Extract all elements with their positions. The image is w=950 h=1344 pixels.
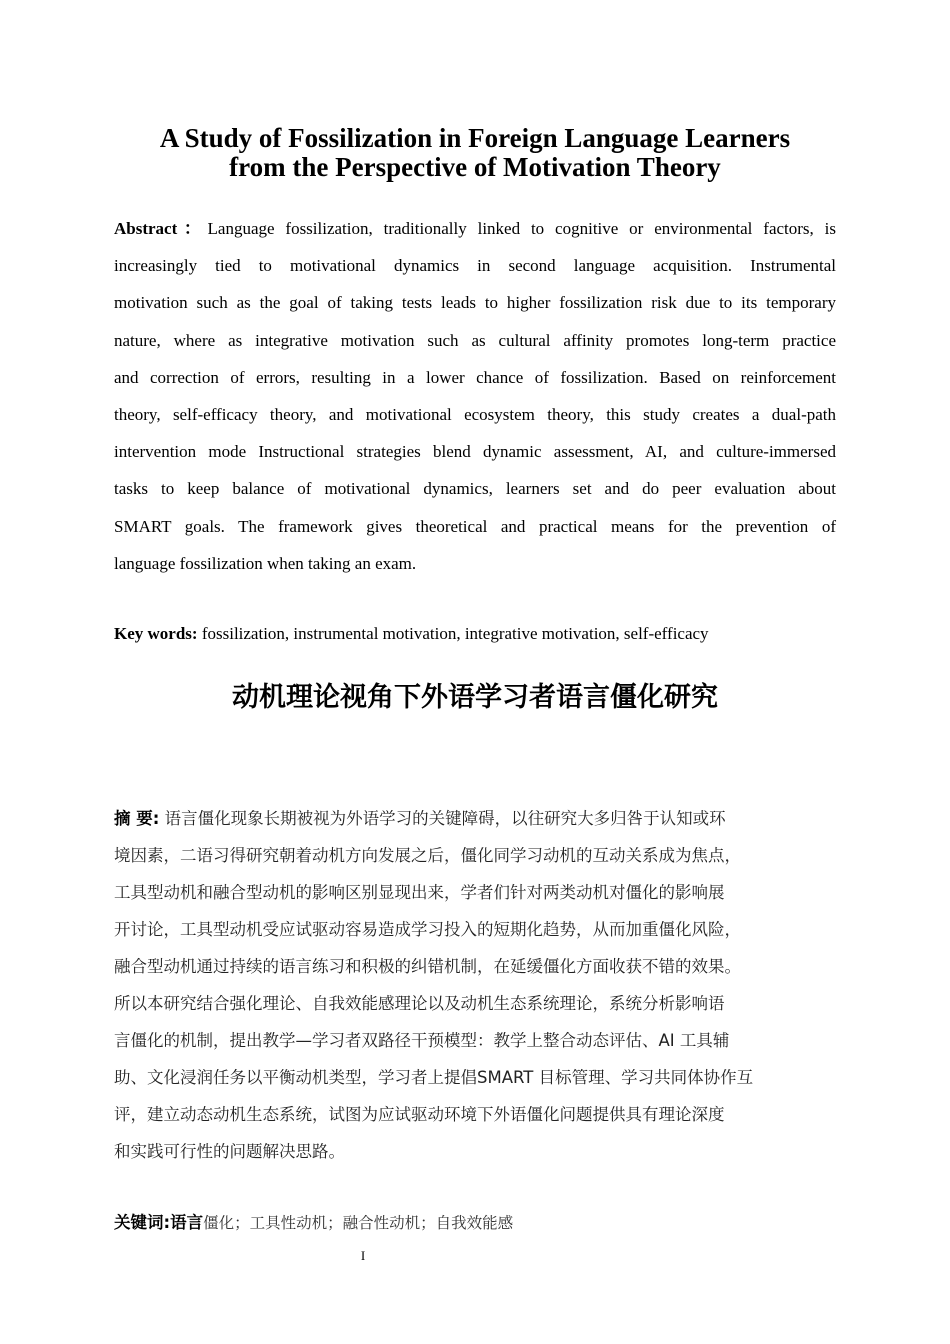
keywords-cn-value: 僵化；工具性动机；融合性动机；自我效能感	[203, 1214, 514, 1232]
abstract-line: increasingly tied to motivational dynamics in second language acquisition. Instrumental	[114, 256, 836, 276]
abstract-cn-line: 助、文化浸润任务以平衡动机类型，学习者上提倡SMART 目标管理、学习共同体协作互	[114, 1068, 754, 1087]
page-number: I	[360, 1248, 366, 1263]
abstract-line: intervention mode Instructional strategies blend dynamic assessment, AI, and culture-immersed	[114, 442, 836, 462]
english-keywords	[114, 622, 836, 646]
chinese-abstract	[114, 800, 849, 1170]
abstract-line: theory, self-efficacy theory, and motivational ecosystem theory, this study creates a dual-path	[114, 404, 836, 424]
abstract-cn-line: 开讨论，工具型动机受应试驱动容易造成学习投入的短期化趋势，从而加重僵化风险，	[114, 920, 741, 939]
keywords-cn-label: 关键词:语言	[114, 1213, 204, 1232]
abstract-cn-label: 摘 要:	[114, 809, 160, 828]
keywords-label: Key words:	[114, 624, 198, 643]
abstract-line: tasks to keep balance of motivational dynamics, learners set and do peer evaluation about	[114, 479, 836, 499]
abstract-cn-line: 工具型动机和融合型动机的影响区别显现出来，学者们针对两类动机对僵化的影响展	[114, 883, 725, 902]
english-title-line-1: A Study of Fossilization in Foreign Language Learners	[159, 123, 791, 153]
english-title-line-2: from the Perspective of Motivation Theory	[229, 152, 721, 182]
keywords-value: fossilization, instrumental motivation, integrative motivation, self-efficacy	[197, 624, 709, 643]
abstract-cn-line: 所以本研究结合强化理论、自我效能感理论以及动机生态系统理论，系统分析影响语	[114, 994, 725, 1013]
abstract-line: and correction of errors, resulting in a lower chance of fossilization. Based on reinforcement	[114, 367, 836, 387]
abstract-line: nature, where as integrative motivation such as cultural affinity promotes long-term practice	[114, 330, 836, 350]
abstract-line: Abstract：Language fossilization, traditionally linked to cognitive or environmental factors, is	[114, 219, 836, 238]
chinese-title: 动机理论视角下外语学习者语言僵化研究	[232, 682, 718, 713]
chinese-keywords	[114, 1211, 836, 1235]
abstract-cn-line: 和实践可行性的问题解决思路。	[114, 1142, 345, 1161]
abstract-line: language fossilization when taking an exam.	[114, 553, 417, 573]
abstract-line: SMART goals. The framework gives theoretical and practical means for the prevention of	[114, 516, 836, 536]
abstract-cn-line: 摘 要: 语言僵化现象长期被视为外语学习的关键障碍，以往研究大多归咎于认知或环	[114, 809, 726, 828]
abstract-separator: ：	[177, 219, 208, 238]
abstract-cn-line: 境因素，二语习得研究朝着动机方向发展之后，僵化同学习动机的互动关系成为焦点，	[114, 846, 741, 865]
abstract-label: Abstract	[114, 219, 178, 238]
abstract-cn-line: 融合型动机通过持续的语言练习和积极的纠错机制，在延缓僵化方面收获不错的效果。	[114, 957, 741, 976]
abstract-cn-line: 言僵化的机制，提出教学—学习者双路径干预模型：教学上整合动态评估、AI 工具辅	[114, 1031, 730, 1050]
abstract-line: motivation such as the goal of taking tests leads to higher fossilization risk due to its temporary	[114, 293, 836, 313]
abstract-cn-line: 评，建立动态动机生态系统，试图为应试驱动环境下外语僵化问题提供具有理论深度	[114, 1105, 725, 1124]
english-title	[100, 124, 850, 182]
english-abstract	[114, 210, 836, 582]
